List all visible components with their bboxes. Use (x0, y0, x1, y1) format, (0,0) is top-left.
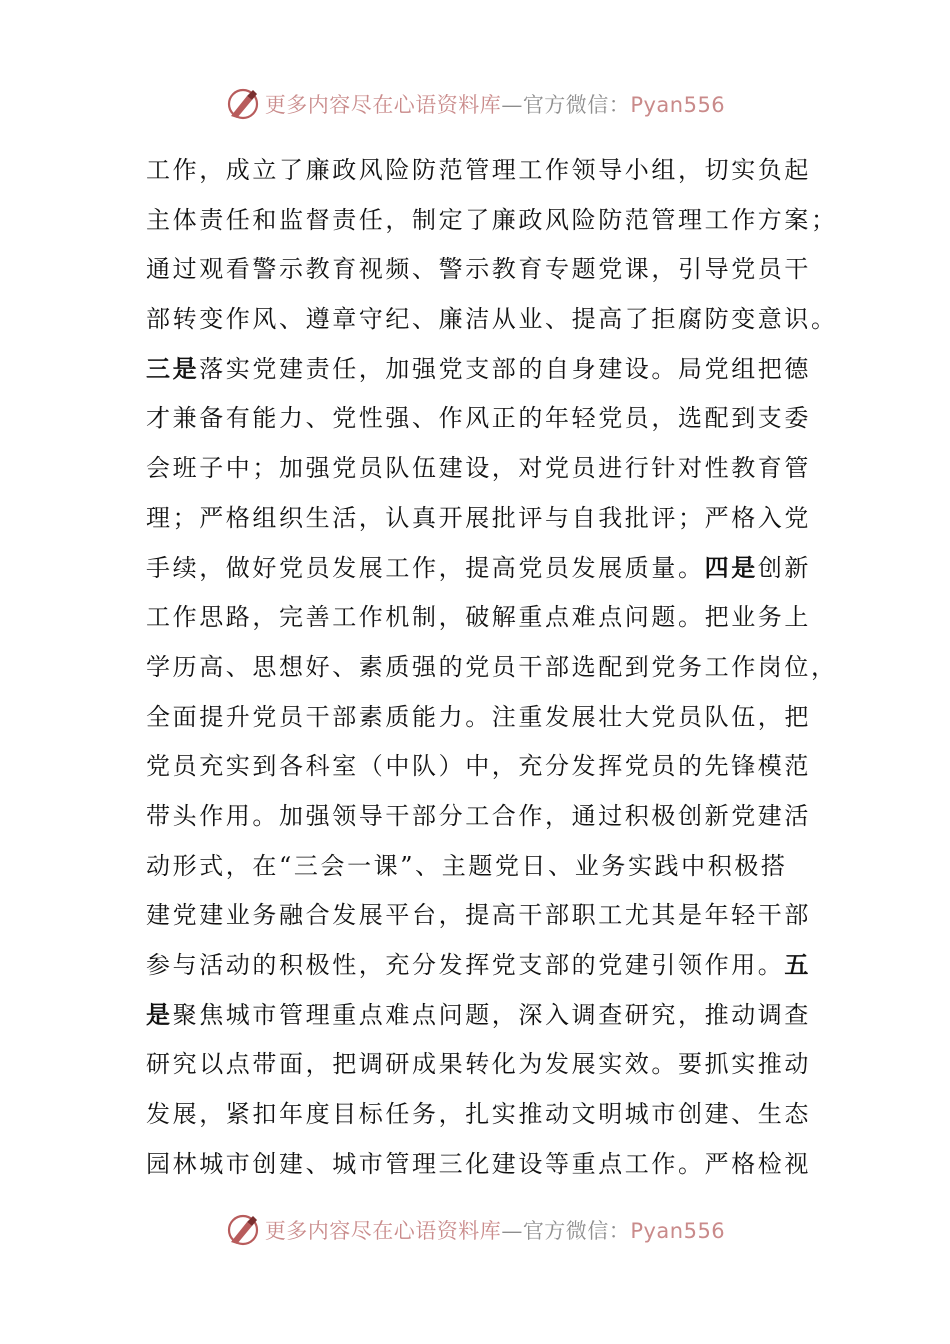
text-line (146, 593, 816, 643)
line-text: 手续，做好党员发展工作，提高党员发展质量。 (146, 553, 705, 582)
text-line (146, 742, 816, 792)
watermark-dash: — (501, 1219, 523, 1243)
text-line (146, 1090, 816, 1140)
header-watermark (0, 84, 950, 124)
watermark-wechat-id: Pyan556 (630, 1219, 726, 1243)
bold-label: 五 (784, 951, 812, 979)
text-line (146, 842, 816, 892)
watermark-wechat-id: Pyan556 (630, 93, 726, 117)
text-line (146, 245, 816, 295)
line-text: 学历高、思想好、素质强的党员干部选配到党务工作岗位， (146, 652, 838, 681)
watermark-site-name: 更多内容尽在心语资料库 (264, 93, 502, 117)
text-line (146, 891, 816, 941)
line-text: 发展，紧扣年度目标任务，扎实推动文明城市创建、生态 (146, 1100, 811, 1129)
line-text: 理；严格组织生活，认真开展批评与自我批评；严格入党 (146, 503, 811, 532)
line-text: 带头作用。加强领导干部分工合作，通过积极创新党建活 (146, 801, 811, 830)
text-line (146, 295, 838, 345)
watermark-text (265, 89, 725, 119)
text-line (146, 345, 816, 395)
line-text: 工作思路，完善工作机制，破解重点难点问题。把业务上 (146, 603, 811, 632)
bold-label: 三是 (146, 354, 200, 383)
line-text: 聚焦城市管理重点难点问题，深入调查研究，推动调查 (172, 1000, 812, 1029)
text-line (146, 394, 816, 444)
line-text: 主体责任和监督责任，制定了廉政风险防范管理工作方案； (146, 205, 838, 234)
pen-nib-circle-icon (225, 1212, 261, 1248)
watermark-text (265, 1215, 725, 1245)
text-line (146, 544, 816, 594)
text-line (146, 196, 838, 246)
text-line (146, 146, 816, 196)
document-body (146, 146, 838, 1189)
watermark-wechat-label: 官方微信： (522, 1219, 631, 1243)
watermark-dash: — (501, 93, 523, 117)
text-line (146, 991, 816, 1041)
text-line (146, 1140, 816, 1190)
line-text: 工作，成立了廉政风险防范管理工作领导小组，切实负起 (146, 156, 811, 184)
line-text: 研究以点带面，把调研成果转化为发展实效。要抓实推动 (146, 1050, 811, 1079)
text-line (146, 1040, 816, 1090)
text-line (146, 444, 816, 494)
text-line (146, 941, 816, 991)
line-text: 党员充实到各科室（中队）中，充分发挥党员的先锋模范 (146, 752, 811, 781)
bold-label: 是 (146, 1000, 173, 1029)
line-text: 参与活动的积极性，充分发挥党支部的党建引领作用。 (146, 951, 785, 979)
line-text: 建党建业务融合发展平台，提高干部职工尤其是年轻干部 (146, 901, 811, 930)
line-text: 部转变作风、遵章守纪、廉洁从业、提高了拒腐防变意识。 (146, 305, 838, 334)
text-line (146, 792, 816, 842)
line-text: 园林城市创建、城市管理三化建设等重点工作。严格检视 (146, 1149, 811, 1178)
watermark-wechat-label: 官方微信： (522, 93, 631, 117)
line-text: 才兼备有能力、党性强、作风正的年轻党员，选配到支委 (146, 404, 811, 433)
line-text: 动形式，在“三会一课”、主题党日、业务实践中积极搭 (146, 851, 788, 880)
line-text-tail: 创新 (757, 553, 812, 582)
line-text: 落实党建责任，加强党支部的自身建设。局党组把德 (199, 354, 812, 383)
watermark-site-name: 更多内容尽在心语资料库 (264, 1219, 502, 1243)
text-line (146, 693, 816, 743)
bold-label: 四是 (704, 553, 758, 582)
footer-watermark (0, 1210, 950, 1250)
text-line (146, 494, 816, 544)
text-line (146, 643, 838, 693)
line-text: 会班子中；加强党员队伍建设，对党员进行针对性教育管 (146, 454, 811, 483)
line-text: 全面提升党员干部素质能力。注重发展壮大党员队伍，把 (146, 702, 811, 731)
pen-nib-circle-icon (225, 86, 261, 122)
line-text: 通过观看警示教育视频、警示教育专题党课，引导党员干 (146, 255, 811, 284)
